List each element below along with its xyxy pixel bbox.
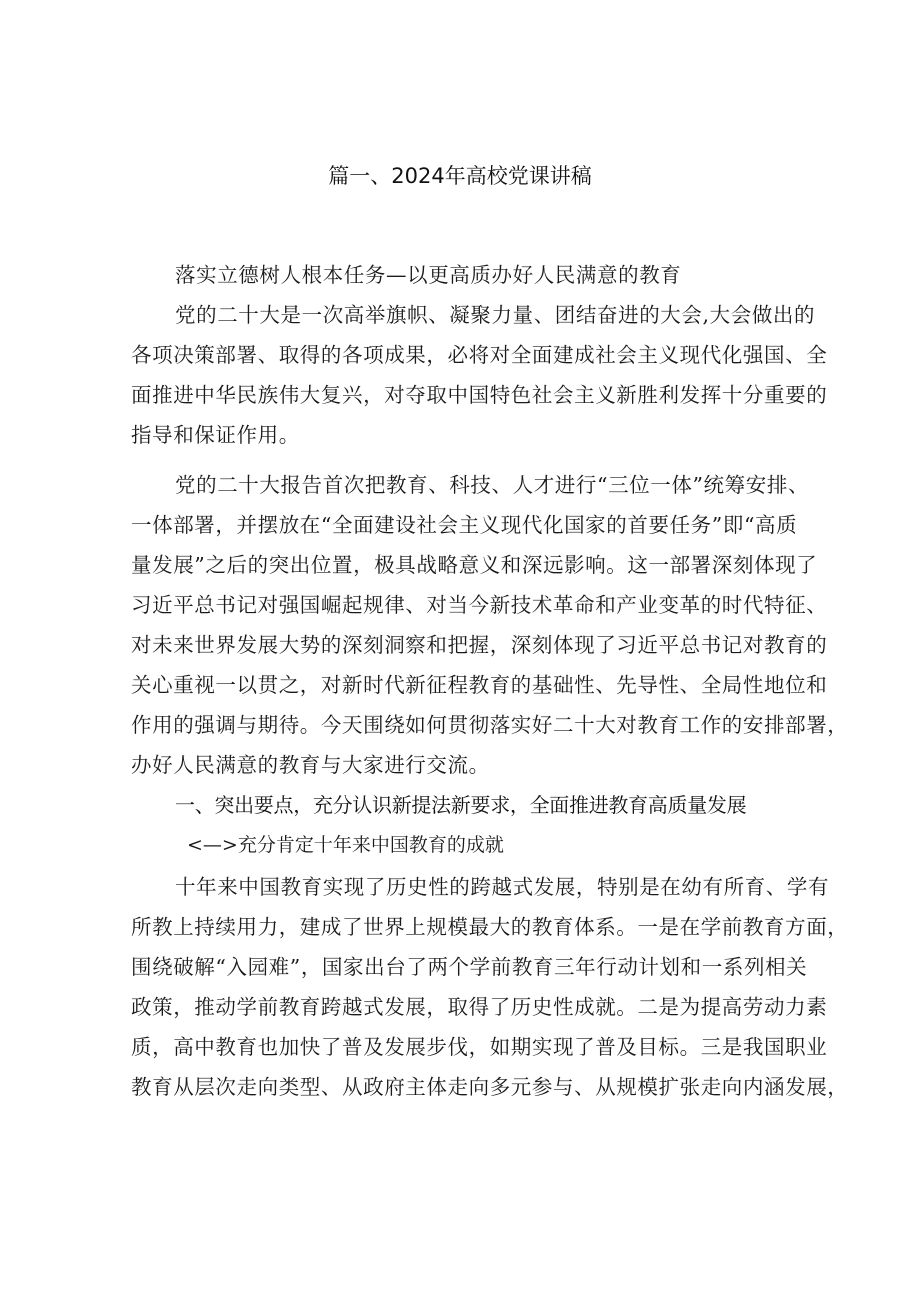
paragraph-line: 围绕破解“入园难”，国家出台了两个学前教育三年行动计划和一系列相关 <box>131 955 808 979</box>
paragraph-line: 量发展”之后的突出位置，极具战略意义和深远影响。这一部署深刻体现了 <box>131 553 818 577</box>
paragraph-line: 所教上持续用力，建成了世界上规模最大的教育体系。一是在学前教育方面， <box>131 915 849 939</box>
paragraph-2 <box>131 465 849 785</box>
paragraph-line: 一体部署，并摆放在“全面建设社会主义现代化国家的首要任务”即“高质 <box>131 513 798 537</box>
paragraph-line: 党的二十大报告首次把教育、科技、人才进行“三位一体”统筹安排、 <box>175 473 810 497</box>
paragraph-1 <box>131 295 828 455</box>
document-title: 篇一、2024年高校党课讲稿 <box>328 164 592 188</box>
paragraph-line: 政策，推动学前教育跨越式发展，取得了历史性成就。二是为提高劳动力素 <box>131 995 828 1019</box>
paragraph-line: 党的二十大是一次高举旗帜、凝聚力量、团结奋进的大会,大会做出的 <box>175 303 816 327</box>
document-subtitle: 落实立德树人根本任务—以更高质办好人民满意的教育 <box>175 263 682 287</box>
paragraph-line: 质，高中教育也加快了普及发展步伐，如期实现了普及目标。三是我国职业 <box>131 1035 828 1059</box>
paragraph-line: 对未来世界发展大势的深刻洞察和把握，深刻体现了习近平总书记对教育的 <box>131 633 828 657</box>
document-body <box>131 255 849 1107</box>
paragraph-line: 关心重视一以贯之，对新时代新征程教育的基础性、先导性、全局性地位和 <box>131 673 828 697</box>
section-heading: 一、突出要点，充分认识新提法新要求，全面推进教育高质量发展 <box>175 793 747 817</box>
paragraph-line: 办好人民满意的教育与大家进行交流。 <box>131 753 490 777</box>
paragraph-3 <box>131 867 849 1107</box>
paragraph-line: 十年来中国教育实现了历史性的跨越式发展，特别是在幼有所育、学有 <box>175 875 830 899</box>
paragraph-line: 面推进中华民族伟大复兴，对夺取中国特色社会主义新胜利发挥十分重要的 <box>131 383 828 407</box>
paragraph-line: 习近平总书记对强国崛起规律、对当今新技术革命和产业变革的时代特征、 <box>131 593 828 617</box>
subsection-heading: <—>充分肯定十年来中国教育的成就 <box>187 834 504 856</box>
paragraph-line: 各项决策部署、取得的各项成果，必将对全面建成社会主义现代化强国、全 <box>131 343 828 367</box>
paragraph-line: 指导和保证作用。 <box>131 423 300 447</box>
paragraph-line: 作用的强调与期待。今天围绕如何贯彻落实好二十大对教育工作的安排部署， <box>131 713 849 737</box>
paragraph-line: 教育从层次走向类型、从政府主体走向多元参与、从规模扩张走向内涵发展， <box>131 1075 849 1099</box>
